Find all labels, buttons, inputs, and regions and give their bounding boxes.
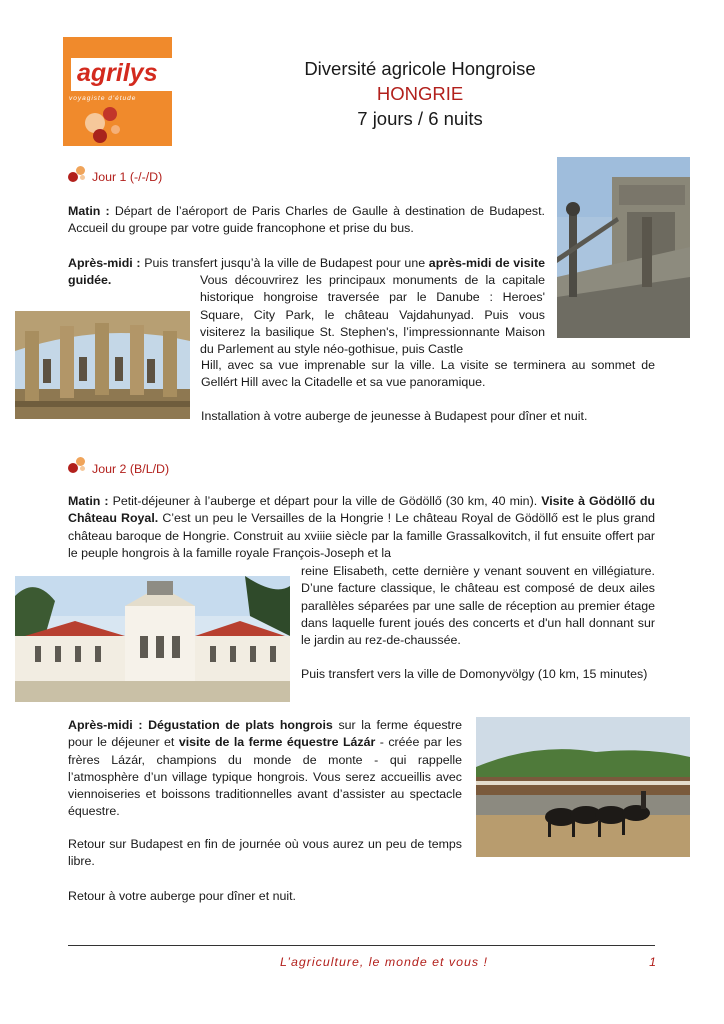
day2-matin-text-2: C’est un peu le Versailles de la Hongrie ! Le château Royal de Gödöllő est le plus grand château baroque de Hongrie. Construit au xviiie siècle par la famille Grassalkovitch, il fut ensuite offert par le peuple hongrois à la famille royale François-Joseph et la bbox=[68, 511, 655, 560]
footer-divider bbox=[68, 945, 655, 946]
logo-tagline: voyagiste d'étude bbox=[69, 95, 137, 102]
footer-slogan: L’agriculture, le monde et vous ! bbox=[280, 955, 488, 969]
title-line-3: 7 jours / 6 nuits bbox=[357, 108, 483, 129]
day1-am-text-1: Puis transfert jusqu’à la ville de Budapest pour une bbox=[140, 256, 429, 270]
day1-am-bold-1: après-midi de visite guidée. bbox=[68, 256, 545, 288]
agrilys-logo bbox=[63, 37, 172, 146]
photo-chain-bridge bbox=[557, 157, 690, 338]
logo-dot bbox=[93, 129, 107, 143]
day2-matin-paragraph bbox=[68, 493, 655, 562]
day1-am-label: Après-midi : bbox=[68, 256, 141, 270]
title-line-2: HONGRIE bbox=[376, 83, 464, 104]
logo-dot bbox=[103, 107, 117, 121]
photo-godollo-palace bbox=[15, 576, 290, 702]
day2-retour-1: Retour sur Budapest en fin de journée où vous aurez un peu de temps libre. bbox=[68, 837, 462, 869]
day1-matin-label: Matin : bbox=[68, 204, 110, 218]
bullet-icon bbox=[68, 166, 92, 184]
day2-matin-text-3: reine Elisabeth, cette dernière y venant souvent en villégiature. D’une facture classique, le château est composé de deux ailes parallèles séparées par une salle de réception au premier étage dans laquelle furent joués des concerts et d'un hall donnant sur le jardin au rez-de-chaussée. bbox=[301, 564, 655, 648]
day1-install: Installation à votre auberge de jeunesse à Budapest pour dîner et nuit. bbox=[201, 409, 588, 423]
day2-matin-label: Matin : bbox=[68, 494, 109, 508]
day2-am-bold-1: Dégustation de plats hongrois bbox=[148, 718, 333, 732]
day1-am-text-3: Hill, avec sa vue imprenable sur la ville. La visite se terminera au sommet de Gellért Hill avec la Citadelle et sa vue panoramique. bbox=[201, 358, 655, 390]
day2-am-label: Après-midi : bbox=[68, 718, 143, 732]
document-title bbox=[270, 56, 570, 131]
day2-retour-2: Retour à votre auberge pour dîner et nuit. bbox=[68, 889, 296, 903]
day2-am-text-2: - créée par les frères Lázár, champions du monde de monte - qui rappelle l’atmosphère d’un village typique hongrois. Vous serez accueillis avec viennoiseries et boissons traditionnelles avant d’assister au spectacle équestre. bbox=[68, 735, 462, 819]
bullet-icon bbox=[68, 457, 92, 475]
day2-matin-bold: Visite à Gödöllő du Château Royal. bbox=[68, 494, 655, 526]
day1-matin-text: Départ de l’aéroport de Paris Charles de Gaulle à destination de Budapest. Accueil du groupe par votre guide francophone et prise du bus. bbox=[68, 204, 546, 236]
photo-lazar-horses bbox=[476, 717, 690, 857]
day2-matin-text: Petit-déjeuner à l’auberge et départ pour la ville de Gödöllő (30 km, 40 min). bbox=[108, 494, 542, 508]
photo-heroes-square bbox=[15, 311, 190, 419]
day2-am-text-1: sur la ferme équestre pour le déjeuner et bbox=[68, 718, 462, 750]
day1-heading: Jour 1 (-/-/D) bbox=[92, 170, 163, 184]
day2-am-bold-2: visite de la ferme équestre Lázár bbox=[178, 735, 376, 750]
page-number: 1 bbox=[649, 955, 656, 969]
day1-matin-paragraph bbox=[68, 203, 545, 238]
title-line-1: Diversité agricole Hongroise bbox=[304, 58, 536, 79]
logo-wordmark: agrilys bbox=[77, 59, 158, 87]
day2-heading: Jour 2 (B/L/D) bbox=[92, 462, 170, 476]
day2-transfer: Puis transfert vers la ville de Domonyvölgy (10 km, 15 minutes) bbox=[301, 667, 648, 681]
day1-am-text-2: Vous découvrirez les principaux monuments de la capitale historique hongroise traversée par le Danube : Heroes' Square, City Park, le château Vajdahunyad. Puis vous visiterez la basilique St. Stephen's, l’impressionnante Maison du Parlement au style néo-gothisue, puis Castle bbox=[200, 273, 545, 357]
day2-afternoon-paragraph bbox=[68, 717, 462, 821]
logo-dot bbox=[111, 125, 120, 134]
